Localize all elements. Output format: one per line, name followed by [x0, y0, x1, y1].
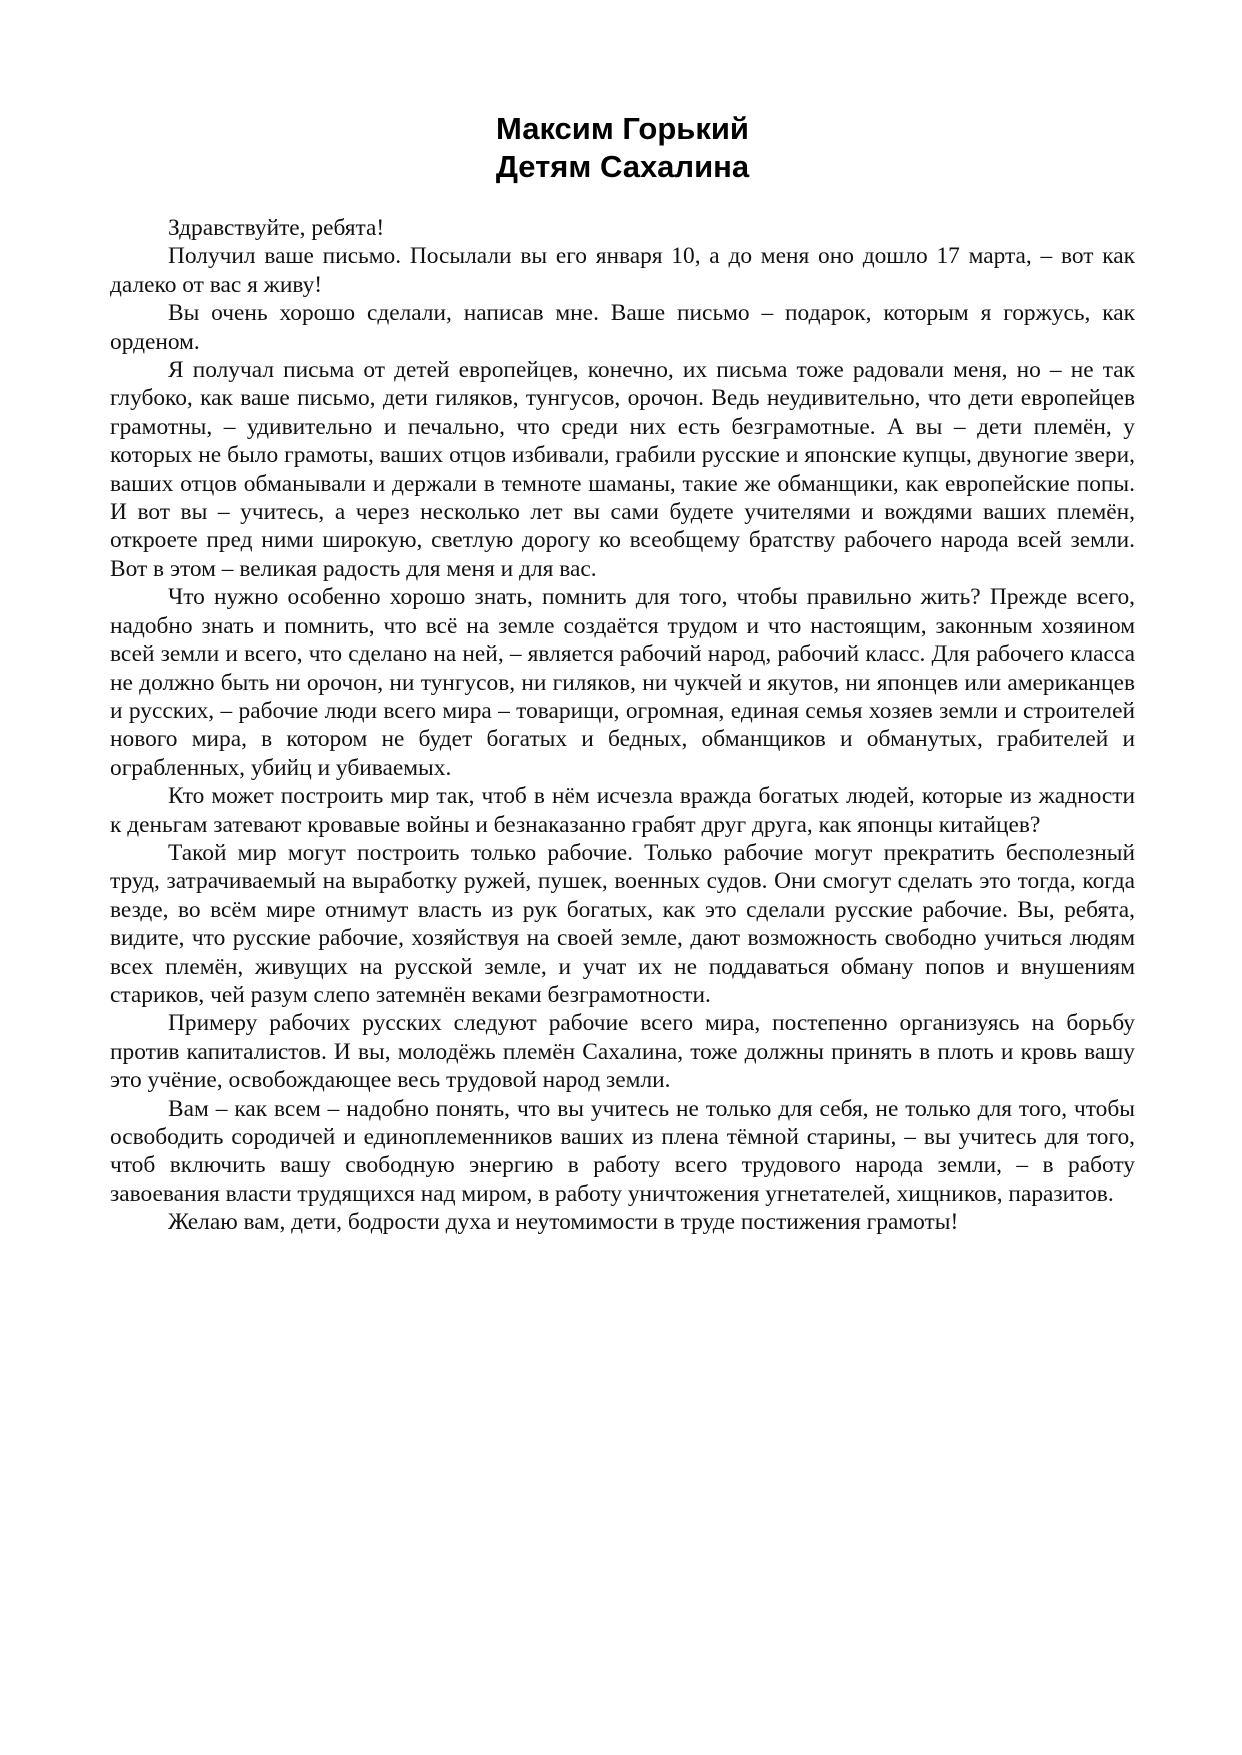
- paragraph: Кто может построить мир так, чтоб в нём исчезла вражда богатых людей, которые из жадности к деньгам затевают кровавые войны и безнаказанно грабят друг друга, как японцы китайцев?: [110, 783, 1135, 838]
- document-header: [110, 110, 1135, 186]
- paragraph: Такой мир могут построить только рабочие. Только рабочие могут прекратить бесполезный труд, затрачиваемый на выработку ружей, пушек, военных судов. Они смогут сделать это тогда, когда везде, во всём мире отнимут власть из рук богатых, как это сделали русские рабочие. Вы, ребята, видите, что русские рабочие, хозяйствуя на своей земле, дают возможность свободно учиться людям всех племён, живущих на русской земле, и учат их не поддаваться обману попов и внушениям стариков, чей разум слепо затемнён веками безграмотности.: [110, 839, 1135, 1008]
- paragraph: Вы очень хорошо сделали, написав мне. Ваше письмо – подарок, которым я горжусь, как орденом.: [110, 300, 1135, 355]
- paragraph: Получил ваше письмо. Посылали вы его января 10, а до меня оно дошло 17 марта, – вот как далеко от вас я живу!: [110, 243, 1135, 298]
- paragraph: Я получал письма от детей европейцев, конечно, их письма тоже радовали меня, но – не так глубоко, как ваше письмо, дети гиляков, тунгусов, орочон. Ведь неудивительно, что дети европейцев грамотны, – удивительно и печально, что среди них есть безграмотные. А вы – дети племён, у которых не было грамоты, ваших отцов избивали, грабили русские и японские купцы, двуногие звери, ваших отцов обманывали и держали в темноте шаманы, такие же обманщики, как европейские попы. И вот вы – учитесь, а через несколько лет вы сами будете учителями и вождями ваших племён, откроете пред ними широкую, светлую дорогу ко всеобщему братству рабочего народа всей земли. Вот в этом – великая радость для меня и для вас.: [110, 357, 1135, 582]
- paragraph-closing: Желаю вам, дети, бодрости духа и неутомимости в труде постижения грамоты!: [168, 1209, 959, 1236]
- paragraph: Что нужно особенно хорошо знать, помнить для того, чтобы правильно жить? Прежде всего, надобно знать и помнить, что всё на земле создаётся трудом и что настоящим, законным хозяином всей земли и всего, что сделано на ней, – является рабочий народ, рабочий класс. Для рабочего класса не должно быть ни орочон, ни тунгусов, ни гиляков, ни чукчей и якутов, ни японцев или американцев и русских, – рабочие люди всего мира – товарищи, огромная, единая семья хозяев земли и строителей нового мира, в котором не будет богатых и бедных, обманщиков и обманутых, грабителей и ограбленных, убийц и убиваемых.: [110, 584, 1135, 781]
- paragraph: Вам – как всем – надобно понять, что вы учитесь не только для себя, не только для того, чтобы освободить сородичей и единоплеменников ваших из плена тёмной старины, – вы учитесь для того, чтоб включить вашу свободную энергию в работу всего трудового народа земли, – в работу завоевания власти трудящихся над миром, в работу уничтожения угнетателей, хищников, паразитов.: [110, 1095, 1135, 1207]
- author-name: Максим Горький: [496, 111, 749, 146]
- letter-body: [110, 214, 1135, 1237]
- document-title: Детям Сахалина: [495, 149, 750, 184]
- paragraph-greeting: Здравствуйте, ребята!: [168, 215, 385, 241]
- paragraph: Примеру рабочих русских следуют рабочие всего мира, постепенно организуясь на борьбу против капиталистов. И вы, молодёжь племён Сахалина, тоже должны принять в плоть и кровь вашу это учёние, освобождающее весь трудовой народ земли.: [110, 1010, 1135, 1094]
